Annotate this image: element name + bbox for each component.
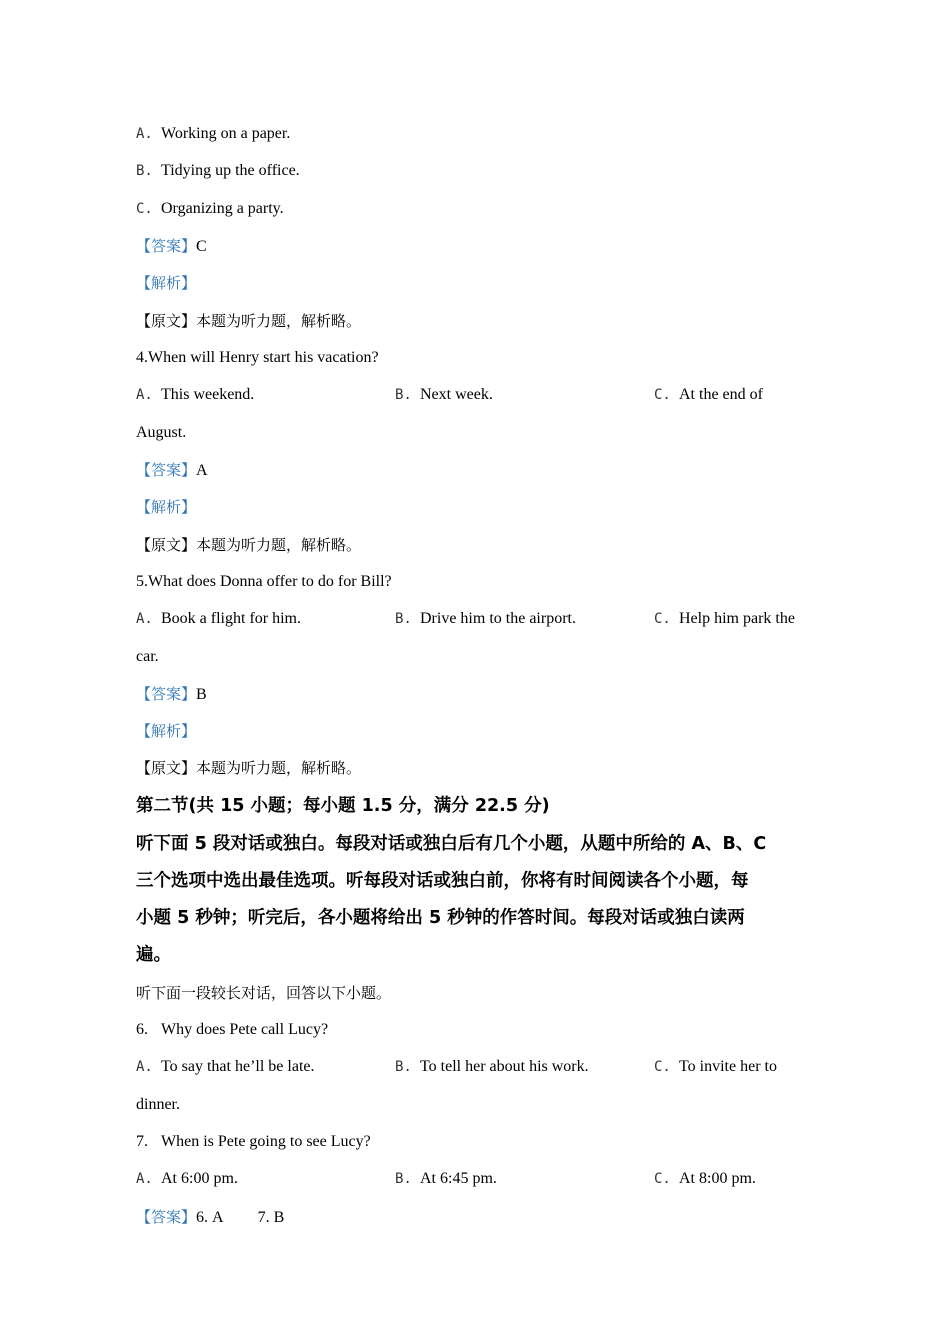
option-letter: A.	[136, 126, 153, 142]
analysis-label: 【解析】	[136, 498, 197, 516]
original-text: 本题为听力题，解析略。	[196, 536, 362, 554]
section-intro: 听下面一段较长对话，回答以下小题。	[136, 984, 392, 1002]
option-letter: B.	[395, 1059, 412, 1075]
original-text: 本题为听力题，解析略。	[196, 312, 362, 330]
q7-question	[136, 1132, 371, 1152]
q3-option-b	[136, 161, 300, 181]
q5-option-c	[654, 609, 795, 629]
q7-option-c	[654, 1169, 756, 1189]
option-text: Tidying up the office.	[161, 162, 300, 179]
q4-option-c	[654, 385, 763, 405]
analysis-label: 【解析】	[136, 722, 197, 740]
q7-option-a	[136, 1169, 238, 1189]
q4-answer	[136, 460, 208, 481]
q4-original	[136, 535, 361, 556]
option-letter: C.	[654, 611, 671, 627]
answer-value: A	[196, 462, 208, 479]
q5-question: 5.What does Donna offer to do for Bill?	[136, 573, 392, 590]
original-label: 【原文】	[136, 312, 197, 330]
q6-option-wrap: dinner.	[136, 1096, 180, 1113]
option-letter: C.	[654, 1171, 671, 1187]
option-letter: A.	[136, 1059, 153, 1075]
q5-option-wrap: car.	[136, 648, 159, 665]
section-instructions-line-2: 三个选项中选出最佳选项。听每段对话或独白前，你将有时间阅读各个小题，每	[136, 871, 749, 891]
option-letter: B.	[136, 163, 153, 179]
q3-original	[136, 311, 361, 332]
q5-option-b	[395, 609, 576, 629]
option-text: Help him park the	[679, 610, 795, 627]
section-heading: 第二节(共 15 小题；每小题 1.5 分，满分 22.5 分)	[136, 796, 550, 816]
q7-option-b	[395, 1169, 497, 1189]
q3-answer	[136, 236, 207, 257]
answer-value: B	[196, 686, 207, 703]
q4-question: 4.When will Henry start his vacation?	[136, 349, 379, 366]
option-letter: A.	[136, 611, 153, 627]
question-text: Why does Pete call Lucy?	[161, 1021, 329, 1038]
q6-option-a	[136, 1057, 315, 1077]
answer-label: 【答案】	[136, 237, 197, 255]
option-text: At 8:00 pm.	[679, 1170, 756, 1187]
option-text: At 6:45 pm.	[420, 1170, 497, 1187]
question-number: 7.	[136, 1133, 148, 1150]
option-letter: C.	[654, 1059, 671, 1075]
option-text: To tell her about his work.	[420, 1058, 589, 1075]
answer-value: C	[196, 238, 207, 255]
q6-option-b	[395, 1057, 589, 1077]
original-text: 本题为听力题，解析略。	[196, 759, 362, 777]
option-letter: B.	[395, 611, 412, 627]
option-text: Book a flight for him.	[161, 610, 301, 627]
q6-option-c	[654, 1057, 777, 1077]
q4-option-a	[136, 385, 254, 405]
original-label: 【原文】	[136, 759, 197, 777]
answer-7: 7. B	[257, 1209, 285, 1226]
option-letter: C.	[136, 201, 153, 217]
option-text: This weekend.	[161, 386, 255, 403]
analysis-label: 【解析】	[136, 274, 197, 292]
option-letter: A.	[136, 1171, 153, 1187]
q5-analysis	[136, 721, 196, 742]
question-number: 6.	[136, 1021, 148, 1038]
option-text: To invite her to	[679, 1058, 777, 1075]
q4-analysis	[136, 497, 196, 518]
q4-option-wrap: August.	[136, 424, 187, 441]
section-instructions-line-1: 听下面 5 段对话或独白。每段对话或独白后有几个小题，从题中所给的 A、B、C	[136, 834, 767, 854]
q6-question	[136, 1020, 328, 1040]
q6-7-answer	[136, 1207, 284, 1228]
option-letter: B.	[395, 1171, 412, 1187]
section-instructions-line-4: 遍。	[136, 945, 171, 965]
original-label: 【原文】	[136, 536, 197, 554]
option-text: At the end of	[679, 386, 763, 403]
answer-label: 【答案】	[136, 685, 197, 703]
answer-label: 【答案】	[136, 461, 197, 479]
option-text: Working on a paper.	[161, 125, 291, 142]
section-instructions-line-3: 小题 5 秒钟；听完后，各小题将给出 5 秒钟的作答时间。每段对话或独白读两	[136, 908, 745, 928]
option-text: At 6:00 pm.	[161, 1170, 238, 1187]
option-letter: B.	[395, 387, 412, 403]
q5-original	[136, 758, 361, 779]
answer-label: 【答案】	[136, 1208, 197, 1226]
answer-6: 6. A	[196, 1209, 224, 1226]
option-letter: C.	[654, 387, 671, 403]
q3-option-c	[136, 199, 284, 219]
option-text: Next week.	[420, 386, 493, 403]
option-text: To say that he’ll be late.	[161, 1058, 315, 1075]
q4-option-b	[395, 385, 493, 405]
q5-answer	[136, 684, 207, 705]
option-letter: A.	[136, 387, 153, 403]
option-text: Organizing a party.	[161, 200, 284, 217]
q5-option-a	[136, 609, 301, 629]
q3-option-a	[136, 124, 290, 144]
question-text: When is Pete going to see Lucy?	[161, 1133, 371, 1150]
option-text: Drive him to the airport.	[420, 610, 576, 627]
q3-analysis	[136, 273, 196, 294]
